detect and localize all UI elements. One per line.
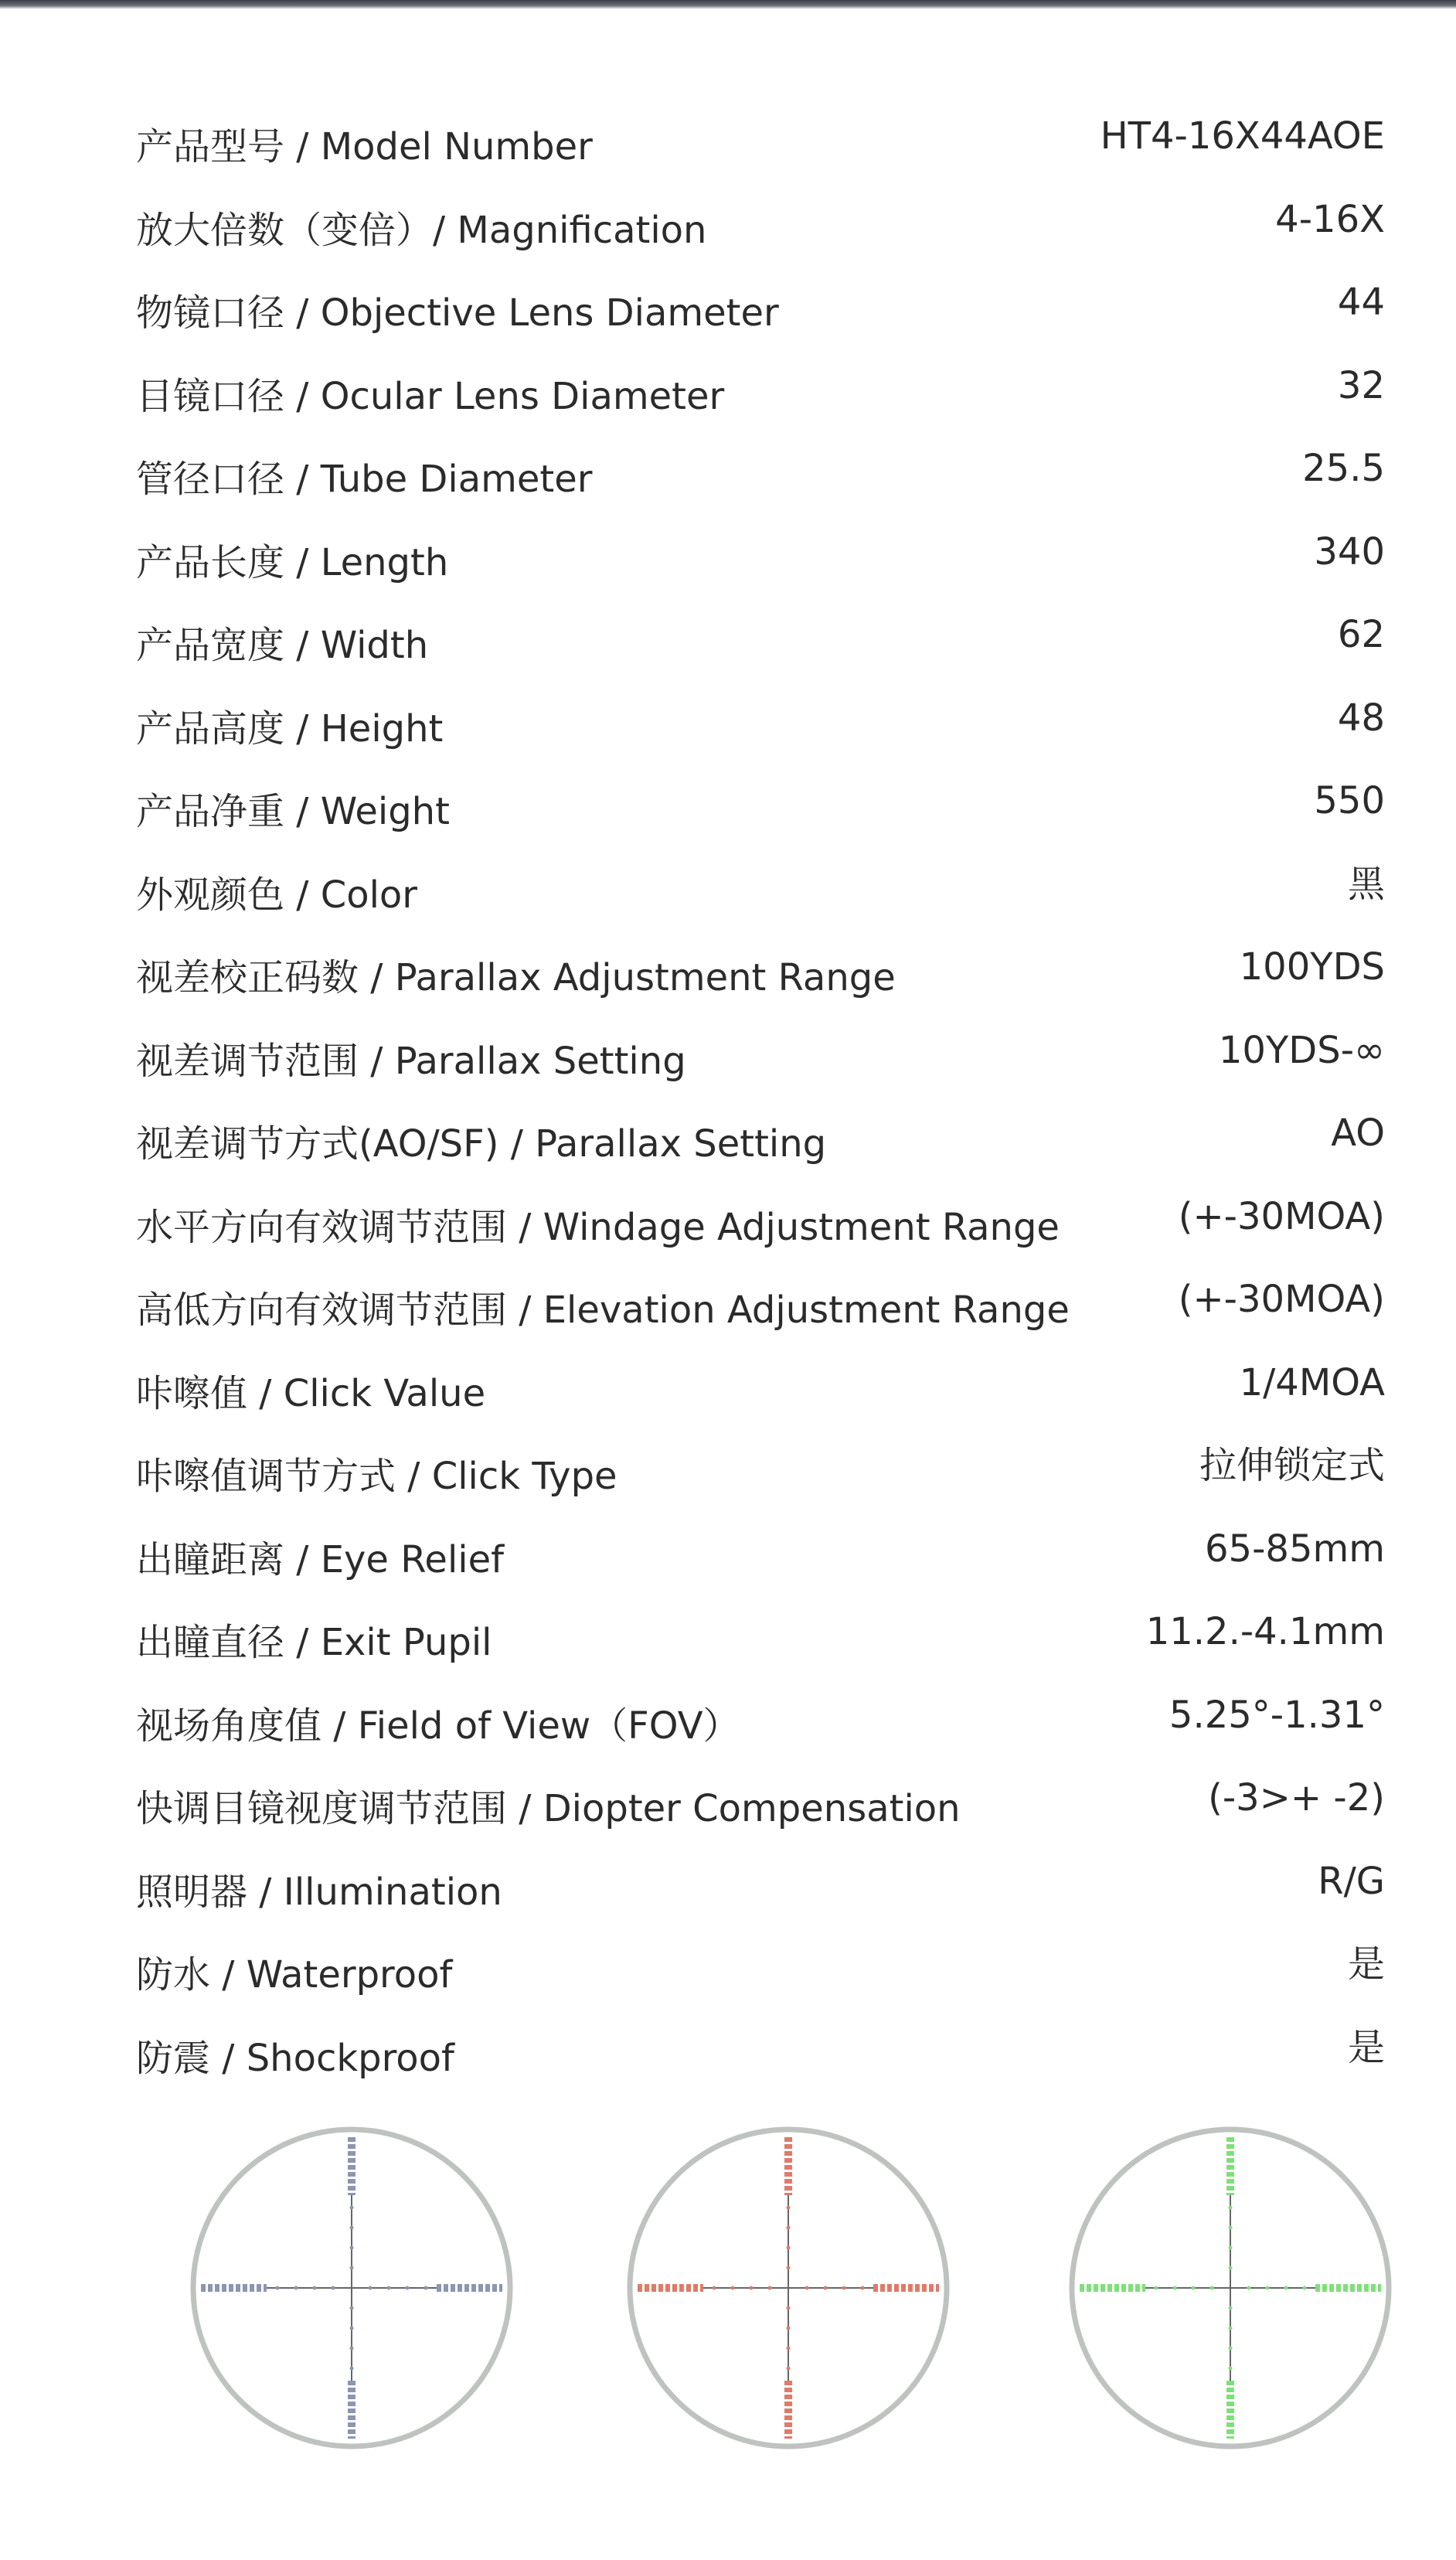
- spec-value: (+-30MOA): [1178, 1194, 1385, 1238]
- spec-value: 340: [1314, 529, 1385, 574]
- mil-dot: [787, 2226, 791, 2230]
- mil-dot: [350, 2206, 354, 2210]
- spec-row: [133, 197, 1385, 291]
- spec-label: 物镜口径 / Objective Lens Diameter: [136, 291, 779, 335]
- mil-dot: [332, 2286, 335, 2290]
- reticle-2: [630, 2129, 947, 2446]
- mil-dot: [1173, 2286, 1177, 2290]
- mil-dot: [276, 2286, 280, 2290]
- mil-dot: [350, 2327, 354, 2330]
- spec-label: 视差调节范围 / Parallax Setting: [136, 1039, 686, 1083]
- mil-dot: [824, 2286, 828, 2290]
- spec-row: [133, 1360, 1385, 1454]
- mil-dot: [1229, 2226, 1233, 2230]
- mil-dot: [787, 2206, 791, 2210]
- spec-value: 5.25°-1.31°: [1169, 1693, 1385, 1737]
- spec-value: 4-16X: [1275, 197, 1385, 241]
- scan-top-edge: [0, 0, 1456, 9]
- spec-label: 高低方向有效调节范围 / Elevation Adjustment Range: [136, 1289, 1070, 1332]
- spec-row: [133, 696, 1385, 789]
- spec-row: [133, 1610, 1385, 1703]
- spec-value: (-3>+ -2): [1208, 1776, 1385, 1820]
- spec-value: 25.5: [1302, 447, 1385, 490]
- mil-dot: [294, 2286, 298, 2290]
- spec-label: 视场角度值 / Field of View（FOV）: [136, 1704, 740, 1748]
- spec-value: R/G: [1318, 1859, 1385, 1903]
- mil-dot: [1210, 2286, 1214, 2290]
- spec-value: 是: [1347, 1942, 1385, 1986]
- mil-dot: [1229, 2367, 1233, 2371]
- mil-dot: [1284, 2286, 1288, 2290]
- spec-value: 10YDS-∞: [1218, 1028, 1385, 1072]
- mil-dot: [861, 2286, 865, 2290]
- spec-value: (+-30MOA): [1178, 1278, 1385, 1321]
- mil-dot: [787, 2266, 791, 2270]
- spec-label: 管径口径 / Tube Diameter: [136, 458, 593, 501]
- mil-dot: [350, 2266, 354, 2270]
- spec-value: 32: [1337, 363, 1385, 407]
- spec-row: [133, 1111, 1385, 1204]
- mil-dot: [424, 2286, 428, 2290]
- spec-label: 咔嚓值 / Click Value: [136, 1371, 486, 1415]
- spec-row: [133, 447, 1385, 540]
- spec-row: [133, 613, 1385, 706]
- mil-dot: [768, 2286, 772, 2290]
- spec-row: [133, 1444, 1385, 1537]
- mil-dot: [350, 2306, 354, 2310]
- spec-row: [133, 1942, 1385, 2035]
- mil-dot: [313, 2286, 317, 2290]
- mil-dot: [1247, 2286, 1251, 2290]
- mil-dot: [787, 2367, 791, 2371]
- mil-dot: [731, 2286, 735, 2290]
- mil-dot: [350, 2246, 354, 2250]
- spec-label: 外观颜色 / Color: [136, 873, 418, 917]
- mil-dot: [1229, 2306, 1233, 2310]
- mil-dot: [406, 2286, 410, 2290]
- spec-label: 快调目镜视度调节范围 / Diopter Compensation: [136, 1787, 961, 1830]
- spec-label: 产品宽度 / Width: [136, 624, 429, 667]
- mil-dot: [1229, 2206, 1233, 2210]
- mil-dot: [350, 2367, 354, 2371]
- spec-value: 拉伸锁定式: [1199, 1444, 1385, 1487]
- spec-value: 100YDS: [1239, 945, 1385, 989]
- spec-value: 11.2.-4.1mm: [1145, 1610, 1385, 1653]
- spec-label: 产品高度 / Height: [136, 706, 444, 751]
- mil-dot: [787, 2327, 791, 2330]
- mil-dot: [1303, 2286, 1307, 2290]
- spec-label: 目镜口径 / Ocular Lens Diameter: [136, 374, 725, 418]
- mil-dot: [805, 2286, 809, 2290]
- mil-dot: [369, 2286, 373, 2290]
- spec-row: [133, 779, 1385, 872]
- reticle-3: [1072, 2129, 1389, 2446]
- spec-row: [133, 1693, 1385, 1786]
- mil-dot: [387, 2286, 391, 2290]
- mil-dot: [1192, 2286, 1196, 2290]
- mil-dot: [350, 2347, 354, 2351]
- spec-label: 出瞳距离 / Eye Relief: [136, 1537, 505, 1581]
- mil-dot: [1229, 2327, 1233, 2330]
- spec-label: 产品净重 / Weight: [136, 790, 450, 833]
- spec-row: [133, 363, 1385, 457]
- spec-row: [133, 1527, 1385, 1620]
- mil-dot: [842, 2286, 846, 2290]
- mil-dot: [350, 2226, 354, 2230]
- spec-row: [133, 1194, 1385, 1288]
- spec-label: 出瞳直径 / Exit Pupil: [136, 1621, 492, 1664]
- spec-row: [133, 529, 1385, 623]
- mil-dot: [787, 2347, 791, 2351]
- spec-value: HT4-16X44AOE: [1100, 114, 1385, 158]
- spec-label: 视差调节方式(AO/SF) / Parallax Setting: [136, 1122, 827, 1166]
- mil-dot: [1229, 2266, 1233, 2270]
- spec-table: [133, 114, 1385, 2118]
- spec-value: 65-85mm: [1205, 1527, 1385, 1571]
- spec-label: 水平方向有效调节范围 / Windage Adjustment Range: [136, 1205, 1060, 1249]
- spec-row: [133, 1028, 1385, 1122]
- spec-value: 是: [1347, 2025, 1385, 2069]
- spec-value: 550: [1314, 779, 1385, 822]
- spec-value: AO: [1331, 1111, 1385, 1155]
- spec-row: [133, 1278, 1385, 1370]
- spec-row: [133, 1776, 1385, 1869]
- reticle-diagrams: [0, 2102, 1456, 2458]
- spec-row: [133, 281, 1385, 373]
- mil-dot: [787, 2306, 791, 2310]
- spec-row: [133, 945, 1385, 1038]
- spec-label: 产品长度 / Length: [136, 540, 449, 584]
- mil-dot: [1266, 2286, 1270, 2290]
- spec-label: 视差校正码数 / Parallax Adjustment Range: [136, 956, 896, 999]
- reticle-1: [193, 2129, 510, 2446]
- reticle-illustrations: [0, 2102, 1456, 2458]
- mil-dot: [713, 2286, 716, 2290]
- spec-value: 44: [1337, 281, 1385, 324]
- spec-label: 放大倍数（变倍）/ Magnification: [136, 208, 707, 252]
- spec-label: 防震 / Shockproof: [136, 2036, 454, 2080]
- spec-label: 产品型号 / Model Number: [136, 125, 593, 169]
- spec-label: 照明器 / Illumination: [136, 1870, 502, 1914]
- mil-dot: [1155, 2286, 1158, 2290]
- spec-value: 48: [1337, 696, 1385, 740]
- spec-row: [133, 862, 1385, 955]
- spec-value: 黑: [1347, 862, 1385, 906]
- spec-row: [133, 114, 1385, 207]
- spec-label: 咔嚓值调节方式 / Click Type: [136, 1455, 617, 1498]
- spec-value: 62: [1337, 613, 1385, 656]
- spec-label: 防水 / Waterproof: [136, 1953, 453, 1997]
- mil-dot: [1229, 2347, 1233, 2351]
- mil-dot: [787, 2246, 791, 2250]
- mil-dot: [750, 2286, 754, 2290]
- spec-value: 1/4MOA: [1239, 1360, 1385, 1404]
- spec-row: [133, 1859, 1385, 1952]
- mil-dot: [1229, 2246, 1233, 2250]
